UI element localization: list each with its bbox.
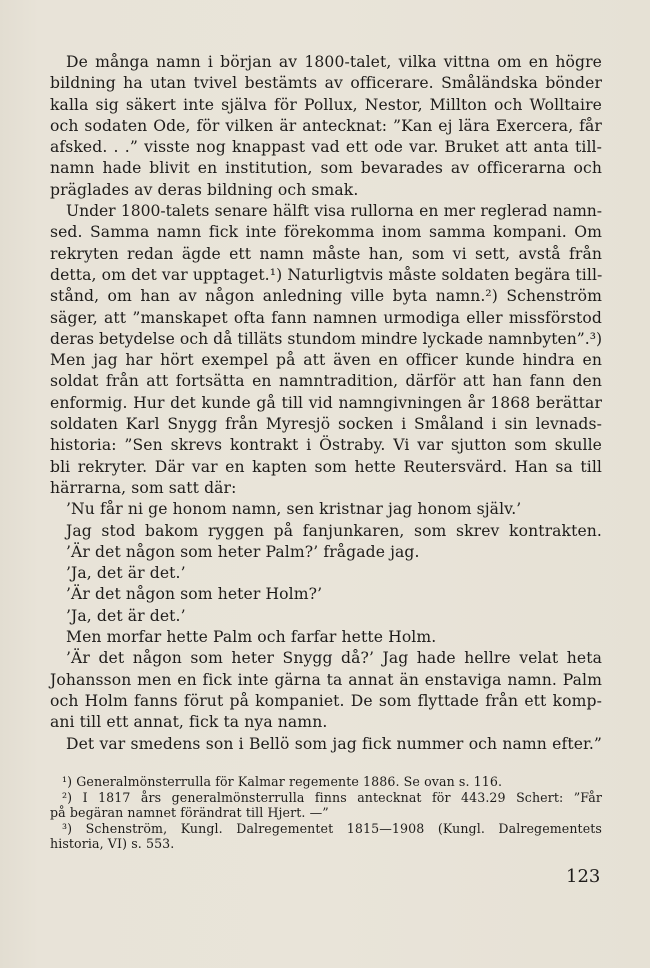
text-line: De många namn i början av 1800-talet, vilka vittna om en högre (66, 53, 602, 71)
text-line: afsked. . .” visste nog knappast vad ett ode var. Bruket att anta till- (50, 138, 602, 157)
text-line: historia: ”Sen skrevs kontrakt i Östraby. Vi var sjutton som skulle (50, 436, 602, 455)
text-line: ’Ja, det är det.’ (66, 564, 186, 583)
text-line: bli rekryter. Där var en kapten som hette Reutersvärd. Han sa till (50, 457, 602, 476)
text-line: soldat från att fortsätta en namntradition, därför att han fann den (50, 372, 602, 391)
text-line: kalla sig säkert inte själva för Pollux, Nestor, Millton och Wolltaire (50, 95, 602, 114)
text-line: säger, att ”manskapet ofta fann namnen urmodiga eller missförstod (50, 308, 602, 327)
text-line: bildning ha utan tvivel bestämts av officerare. Småländska bönder (50, 74, 602, 93)
footnotes (50, 774, 602, 852)
text-line: Under 1800-talets senare hälft visa rullorna en mer reglerad namn- (66, 202, 602, 221)
text-line: enformig. Hur det kunde gå till vid namngivningen år 1868 berättar (50, 393, 602, 412)
text-line: soldaten Karl Snygg från Myresjö socken i Småland i sin levnads- (50, 415, 602, 434)
text-line: ’Är det någon som heter Snygg då?’ Jag hade hellre velat heta (66, 649, 602, 668)
footnote-line: ³) Schenström, Kungl. Dalregementet 1815—1908 (Kungl. Dalregementets (62, 820, 602, 836)
footnote-line: ²) I 1817 års generalmönsterrulla finns antecknat för 443.29 Schert: ”Får (62, 789, 602, 805)
text-line: Men jag har hört exempel på att även en officer kunde hindra en (50, 351, 602, 370)
text-line: ’Nu får ni ge honom namn, sen kristnar jag honom själv.’ (66, 500, 522, 519)
text-line: ’Ja, det är det.’ (66, 606, 186, 625)
text-line: och Holm fanns förut på kompaniet. De som flyttade från ett komp- (50, 691, 602, 710)
text-line: och sodaten Ode, för vilken är antecknat: ”Kan ej lära Exercera, får (50, 116, 602, 135)
text-line: härrarna, som satt där: (50, 478, 237, 497)
text-line: stånd, om han av någon anledning ville byta namn.²) Schenström (50, 287, 602, 306)
text-line: ’Är det någon som heter Holm?’ (66, 585, 323, 604)
text-line: Jag stod bakom ryggen på fanjunkaren, som skrev kontrakten. (66, 521, 602, 540)
text-line: Det var smedens son i Bellö som jag fick nummer och namn efter.” (66, 734, 602, 753)
text-line: ani till ett annat, fick ta nya namn. (50, 713, 328, 732)
text-line: rekryten redan ägde ett namn måste han, som vi sett, avstå från (50, 244, 602, 263)
page-number: 123 (566, 866, 601, 887)
text-line: ’Är det någon som heter Palm?’ frågade jag. (66, 542, 420, 561)
text-line: namn hade blivit en institution, som bevarades av officerarna och (50, 159, 602, 178)
text-line: Men morfar hette Palm och farfar hette Holm. (66, 628, 437, 647)
footnote-line: historia, VI) s. 553. (50, 836, 175, 852)
text-line: deras betydelse och då tilläts stundom mindre lyckade namnbyten”.³) (50, 329, 603, 348)
body-text (50, 52, 602, 755)
text-line: Johansson men en fick inte gärna ta annat än enstaviga namn. Palm (50, 670, 602, 689)
text-line: präglades av deras bildning och smak. (50, 180, 359, 199)
text-line: sed. Samma namn fick inte förekomma inom samma kompani. Om (50, 223, 602, 242)
text-line: detta, om det var upptaget.¹) Naturligtvis måste soldaten begära till- (50, 265, 603, 284)
footnote-line: ¹) Generalmönsterrulla för Kalmar regemente 1886. Se ovan s. 116. (62, 774, 503, 789)
footnote-line: på begäran namnet förändrat till Hjert. —” (50, 805, 329, 821)
